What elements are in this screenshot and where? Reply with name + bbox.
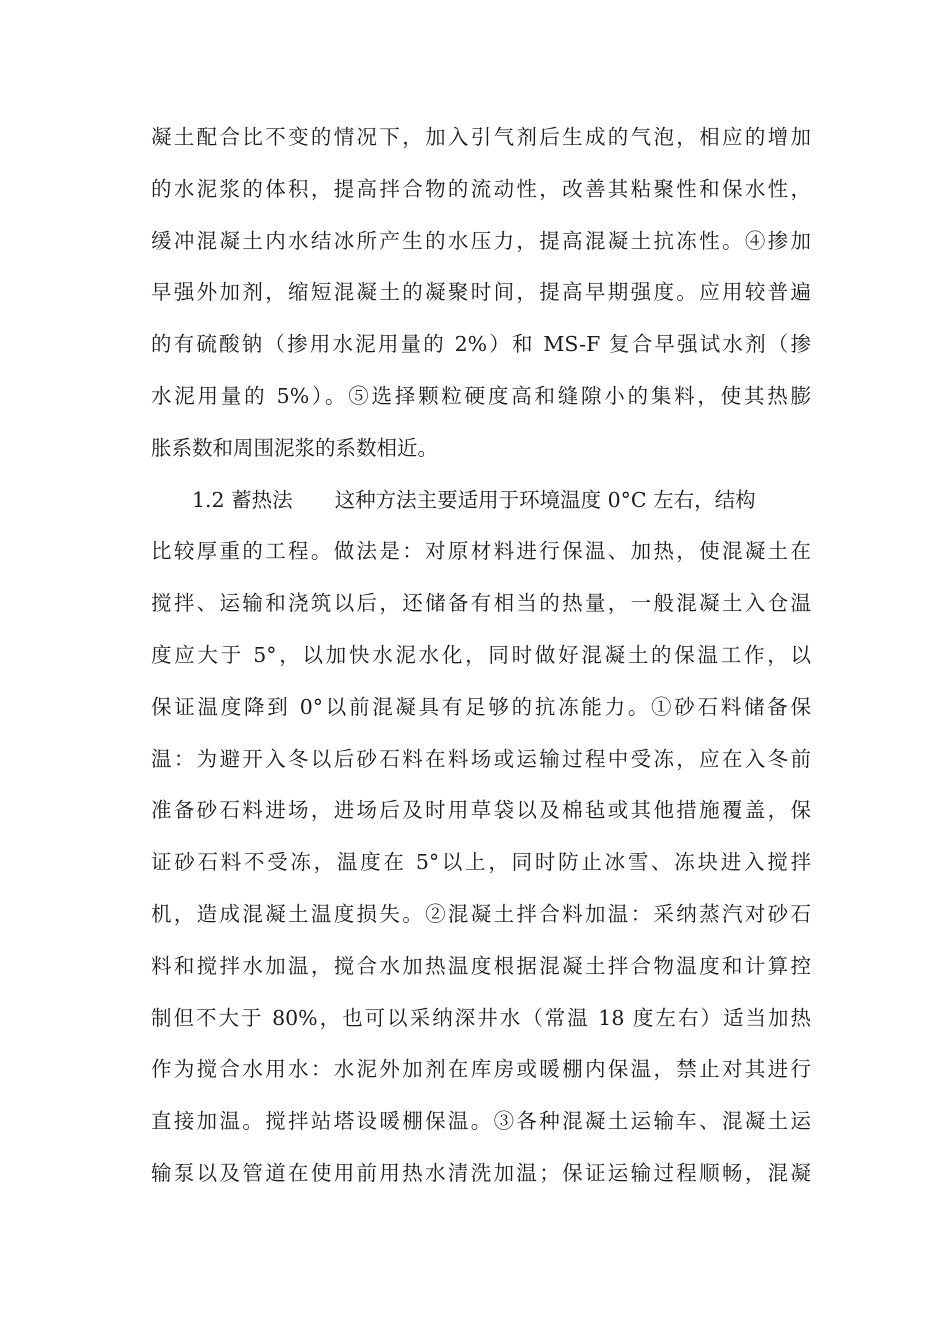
text-line: 水泥用量的 5%）。⑤选择颗粒硬度高和缝隙小的集料，使其热膨 bbox=[151, 383, 811, 408]
text-line: 直接加温。搅拌站塔设暖棚保温。③各种混凝土运输车、混凝土运 bbox=[151, 1109, 811, 1134]
text-line: 料和搅拌水加温，搅合水加热温度根据混凝土拌合物温度和计算控 bbox=[151, 953, 811, 978]
text-line: 机，造成混凝土温度损失。②混凝土拌合料加温：采纳蒸汽对砂石 bbox=[151, 901, 811, 926]
text-line: 证砂石料不受冻，温度在 5°以上，同时防止冰雪、冻块进入搅拌 bbox=[151, 850, 811, 875]
text-line: 凝土配合比不变的情况下，加入引气剂后生成的气泡，相应的增加 bbox=[151, 125, 811, 149]
text-line: 度应大于 5°，以加快水泥水化，同时做好混凝土的保温工作，以 bbox=[151, 642, 811, 667]
text-line: 准备砂石料进场，进场后及时用草袋以及棉毡或其他措施覆盖，保 bbox=[151, 798, 811, 823]
text-line: 搅拌、运输和浇筑以后，还储备有相当的热量，一般混凝土入仓温 bbox=[151, 591, 811, 616]
section-heading: 1.2 蓄热法 bbox=[192, 487, 293, 512]
body-text bbox=[151, 112, 811, 1200]
text-line: 胀系数和周围泥浆的系数相近。 bbox=[151, 435, 438, 460]
text-line: 保证温度降到 0°以前混凝具有足够的抗冻能力。①砂石料储备保 bbox=[151, 694, 811, 719]
text-line: 的水泥浆的体积，提高拌合物的流动性，改善其粘聚性和保水性， bbox=[151, 176, 811, 201]
text-line: 早强外加剂，缩短混凝土的凝聚时间，提高早期强度。应用较普遍 bbox=[151, 280, 811, 305]
text-line: 缓冲混凝土内水结冰所产生的水压力，提高混凝土抗冻性。④掺加 bbox=[151, 228, 811, 253]
text-line: 作为搅合水用水：水泥外加剂在库房或暖棚内保温，禁止对其进行 bbox=[151, 1057, 811, 1082]
section-heading-line bbox=[151, 475, 811, 527]
text-line: 温：为避开入冬以后砂石料在料场或运输过程中受冻，应在入冬前 bbox=[151, 746, 811, 771]
text-line: 的有硫酸钠（掺用水泥用量的 2%）和 MS-F 复合早强试水剂（掺 bbox=[151, 332, 811, 357]
text-line: 制但不大于 80%，也可以采纳深井水（常温 18 度左右）适当加热 bbox=[151, 1005, 811, 1030]
text-line: 比较厚重的工程。做法是：对原材料进行保温、加热，使混凝土在 bbox=[151, 539, 811, 564]
text-line: 输泵以及管道在使用前用热水清洗加温；保证运输过程顺畅，混凝 bbox=[151, 1160, 811, 1185]
section-first-line: 这种方法主要适用于环境温度 0°C 左右，结构 bbox=[334, 487, 756, 512]
